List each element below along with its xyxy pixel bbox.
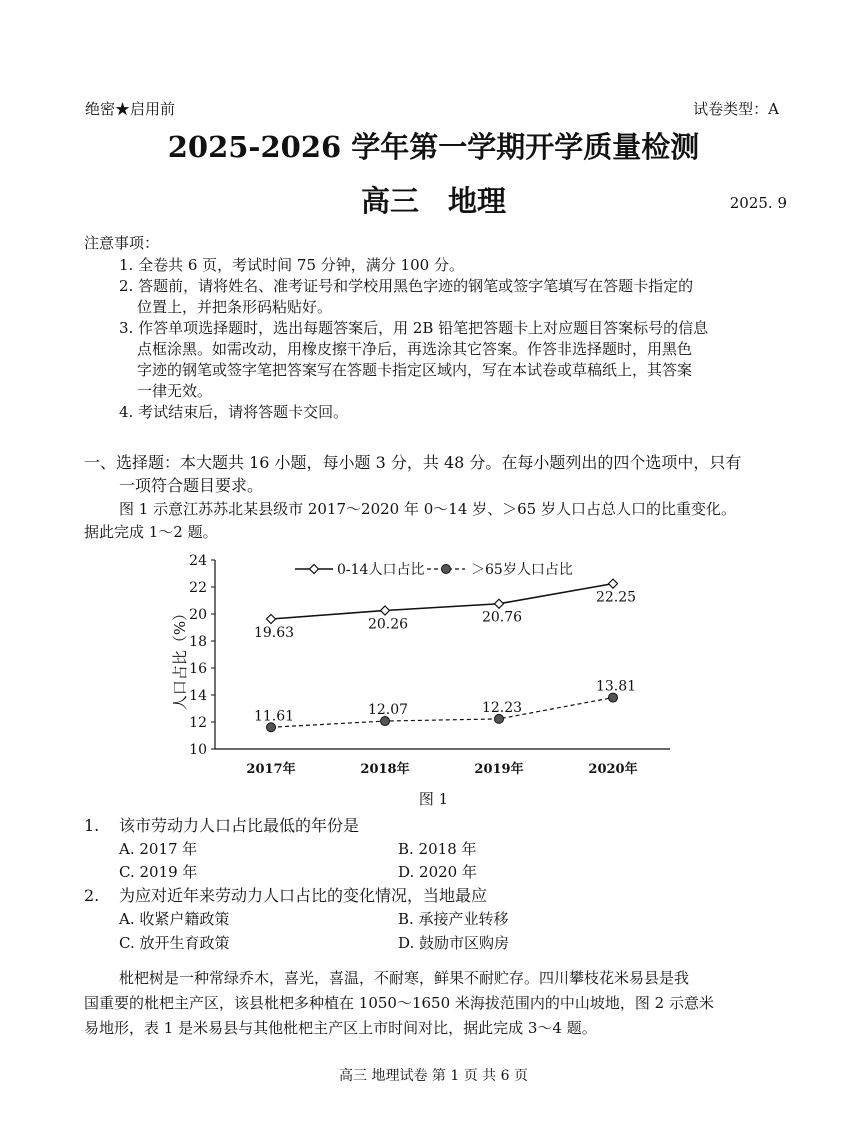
note-line: 4. 考试结束后，请将答题卡交回。 [119,403,349,421]
population-chart [165,553,685,793]
diamond-marker [609,579,618,588]
data-label: 19.63 [253,624,295,641]
y-tick-label: 14 [189,688,207,704]
diamond-marker [495,599,504,608]
passage-line: 国重要的枇杷主产区，该县枇杷多种植在 1050～1650 米海拔范围内的中山坡地，图 2 示意米 [84,994,714,1012]
passage-line: 枇杷树是一种常绿乔木，喜光，喜温，不耐寒，鲜果不耐贮存。四川攀枝花米易县是我 [119,969,690,987]
legend-diamond-marker [310,565,319,574]
y-tick-label: 22 [189,580,207,596]
option-b[interactable]: B. 2018 年 [398,840,477,858]
series-line [271,698,613,728]
data-label: 11.61 [253,708,295,725]
x-tick-label: 2020年 [588,762,638,777]
note-line: 点框涂黑。如需改动，用橡皮擦干净后，再选涂其它答案。作答非选择题时，用黑色 [137,340,693,358]
legend-label: 0-14人口占比 [337,562,425,578]
data-label: 22.25 [595,589,637,606]
figure-caption: 图 1 [418,790,449,808]
note-line: 2. 答题前，请将姓名、准考证号和学校用黑色字迹的钢笔或签字笔填写在答题卡指定的 [119,277,694,295]
option-c[interactable]: C. 放开生育政策 [119,934,230,952]
diamond-marker [381,606,390,615]
x-ticks [246,761,637,777]
figure-intro: 图 1 示意江苏苏北某县级市 2017～2020 年 0～14 岁、＞65 岁人口占总人口的比重变化。 [119,500,736,518]
diamond-marker [267,614,276,623]
note-line: 1. 全卷共 6 页，考试时间 75 分钟，满分 100 分。 [119,256,464,274]
figure-intro-cont: 据此完成 1～2 题。 [84,523,218,541]
option-d[interactable]: D. 2020 年 [398,863,477,881]
data-label: 12.07 [367,702,409,719]
y-tick-label: 16 [189,661,207,677]
legend-circle-marker [442,565,451,574]
y-tick-label: 10 [189,742,207,758]
x-tick-label: 2017年 [246,762,296,777]
y-tick-label: 18 [189,634,207,650]
y-tick-label: 12 [189,715,207,731]
page-title: 2025-2026 学年第一学期开学质量检测 [167,130,700,164]
series-group [267,579,618,732]
y-tick-label: 24 [189,553,207,569]
data-label: 13.81 [595,678,637,695]
exam-date: 2025. 9 [729,194,787,212]
option-c[interactable]: C. 2019 年 [119,863,198,881]
note-line: 一律无效。 [137,382,213,400]
confidential-label: 绝密★启用前 [85,100,176,118]
legend-label: ＞65岁人口占比 [471,562,573,578]
data-label: 20.26 [367,616,409,633]
option-b[interactable]: B. 承接产业转移 [398,910,509,928]
question-number: 2. [84,886,100,905]
section-heading-cont: 一项符合题目要求。 [119,476,264,495]
page-footer: 高三 地理试卷 第 1 页 共 6 页 [339,1068,528,1084]
option-a[interactable]: A. 收紧户籍政策 [119,910,230,928]
paper-type-label: 试卷类型：A [693,100,779,118]
y-tick-label: 20 [189,607,207,623]
page-subtitle: 高三 地理 [360,184,506,218]
data-label: 12.23 [481,699,523,716]
series-line [271,584,613,619]
y-ticks [189,553,215,758]
note-line: 位置上，并把条形码粘贴好。 [137,298,333,316]
passage-line: 易地形，表 1 是米易县与其他枇杷主产区上市时间对比，据此完成 3～4 题。 [84,1019,597,1037]
data-label: 20.76 [481,609,523,626]
option-a[interactable]: A. 2017 年 [119,840,198,858]
question-number: 1. [84,816,100,835]
option-d[interactable]: D. 鼓励市区购房 [398,934,510,952]
note-line: 字迹的钢笔或签字笔把答案写在答题卡指定区域内，写在本试卷或草稿纸上，其答案 [137,361,693,379]
x-tick-label: 2018年 [360,762,410,777]
notes-heading: 注意事项： [84,234,160,252]
question-stem: 为应对近年来劳动力人口占比的变化情况，当地最应 [119,886,488,905]
question-stem: 该市劳动力人口占比最低的年份是 [119,816,360,835]
chart-legend [295,561,573,578]
note-line: 3. 作答单项选择题时，选出每题答案后，用 2B 铅笔把答题卡上对应题目答案标号的信息 [119,319,709,337]
y-axis-label: 人口占比（%） [171,605,189,711]
section-heading: 一、选择题：本大题共 16 小题，每小题 3 分，共 48 分。在每小题列出的四个选项中，只有 [84,453,742,472]
x-tick-label: 2019年 [474,762,524,777]
